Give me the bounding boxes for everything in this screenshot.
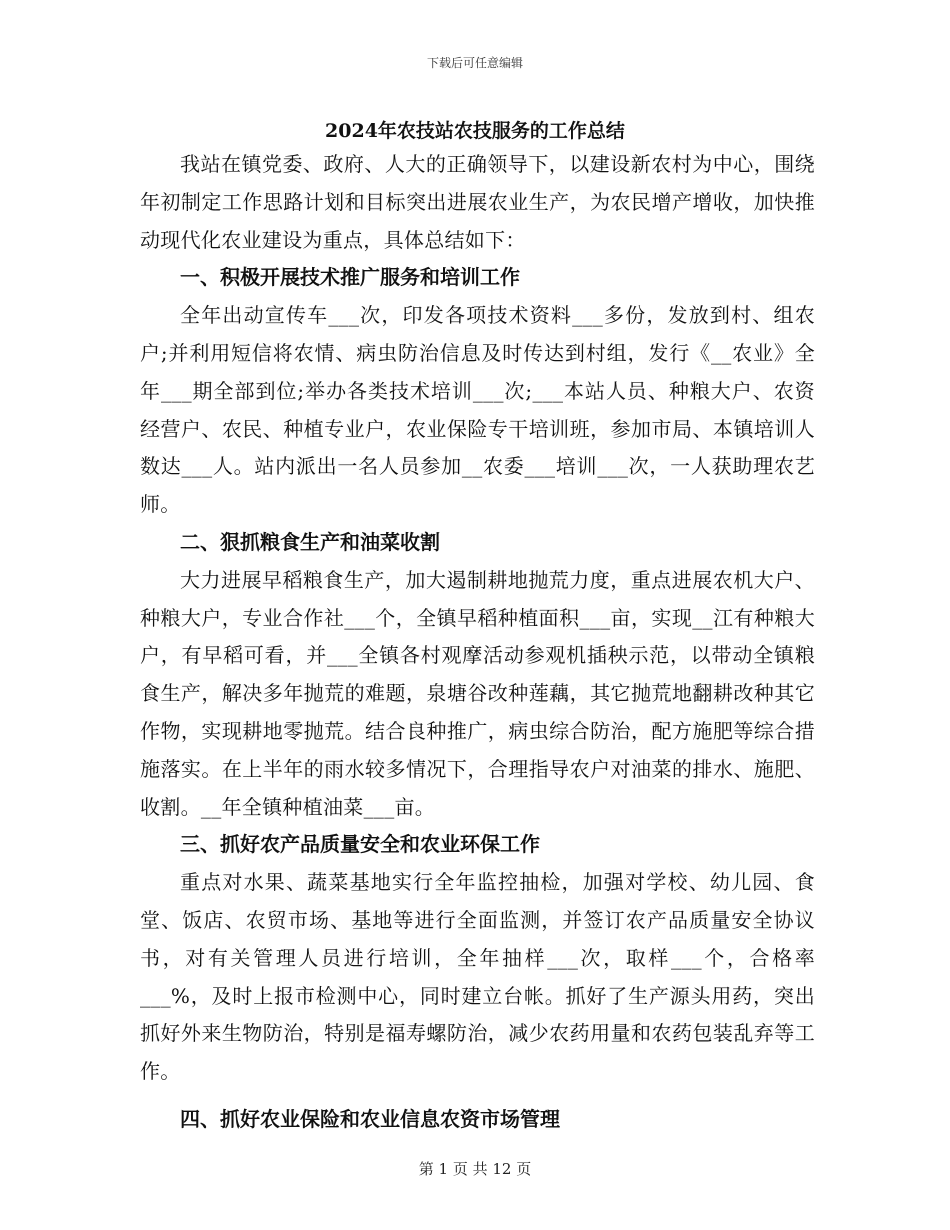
page-indicator: 第 1 页 共 12 页 — [418, 1160, 532, 1178]
section-paragraph-1: 全年出动宣传车___次，印发各项技术资料___多份，发放到村、组农户;并利用短信将农情、病虫防治信息及时传达到村组，发行《__农业》全年___期全部到位;举办各类技术培训___次;___本站人员、种粮大户、农资经营户、农民、种植专业户，农业保险专干培训班，参加市局、本镇培训人数达___人。站内派出一名人员参加__农委___培训___次，一人获助理农艺师。 — [140, 303, 815, 517]
intro-paragraph: 我站在镇党委、政府、人大的正确领导下，以建设新农村为中心，围绕年初制定工作思路计划和目标突出进展农业生产，为农民增产增收，加快推动现代化农业建设为重点，具体总结如下： — [140, 152, 815, 252]
document-body — [140, 146, 815, 1139]
section-heading-4: 四、抓好农业保险和农业信息农资市场管理 — [180, 1106, 560, 1131]
section-heading-3: 三、抓好农产品质量安全和农业环保工作 — [180, 832, 540, 857]
section-paragraph-2: 大力进展早稻粮食生产，加大遏制耕地抛荒力度，重点进展农机大户、种粮大户，专业合作社___个，全镇早稻种植面积___亩，实现__江有种粮大户，有早稻可看，并___全镇各村观摩活动参观机插秧示范，以带动全镇粮食生产，解决多年抛荒的难题，泉塘谷改种莲藕，其它抛荒地翻耕改种其它作物，实现耕地零抛荒。结合良种推广，病虫综合防治，配方施肥等综合措施落实。在上半年的雨水较多情况下，合理指导农户对油菜的排水、施肥、收割。__年全镇种植油菜___亩。 — [140, 567, 815, 819]
header-note: 下载后可任意编辑 — [426, 56, 523, 70]
section-heading-2: 二、狠抓粮食生产和油菜收割 — [180, 529, 440, 554]
document-title: 2024年农技站农技服务的工作总结 — [325, 120, 625, 142]
section-heading-1: 一、积极开展技术推广服务和培训工作 — [180, 265, 520, 290]
section-paragraph-3: 重点对水果、蔬菜基地实行全年监控抽检，加强对学校、幼儿园、食堂、饭店、农贸市场、基地等进行全面监测，并签订农产品质量安全协议书，对有关管理人员进行培训，全年抽样___次，取样___个，合格率___%，及时上报市检测中心，同时建立台帐。抓好了生产源头用药，突出抓好外来生物防治，特别是福寿螺防治，减少农药用量和农药包装乱弃等工作。 — [140, 870, 815, 1084]
